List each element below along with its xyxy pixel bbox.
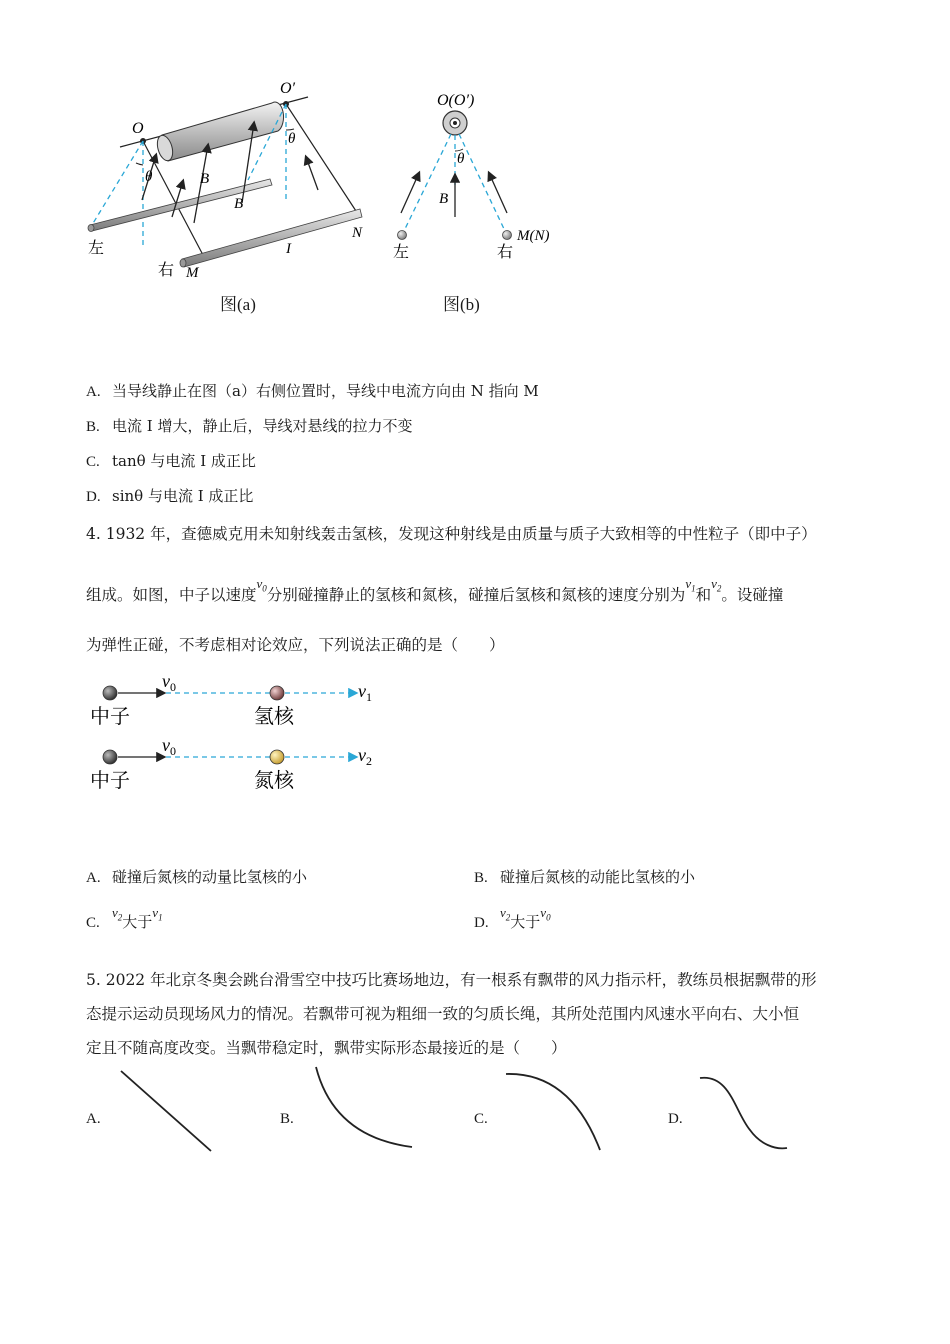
q4-v1 xyxy=(685,576,696,594)
label-b-b: B xyxy=(439,191,449,207)
label-left-a: 左 xyxy=(88,240,105,257)
q4-text-c: 。设碰撞 xyxy=(721,586,784,604)
v2-label: $v_2$ xyxy=(358,745,372,768)
label-o-prime: O′ xyxy=(280,80,296,97)
label-theta-a2: θ xyxy=(288,131,296,147)
var-v0: $v_0$ xyxy=(540,905,551,923)
var-v2: $v_2$ xyxy=(112,905,123,923)
option-key: B. xyxy=(86,419,100,435)
q4-option-d[interactable] xyxy=(474,905,551,938)
q5-curve-a xyxy=(115,1065,220,1157)
q4-option-a[interactable] xyxy=(86,867,307,888)
rod-mn xyxy=(180,209,362,267)
var-v: v xyxy=(711,576,717,591)
option-mid: 大于 xyxy=(510,913,541,931)
collision-diagram xyxy=(86,665,386,800)
option-key: A. xyxy=(86,1111,101,1127)
q4-text-a: 组成。如图，中子以速度 xyxy=(86,586,257,604)
q4-line-1: 4. 1932 年，查德威克用未知射线轰击氢核，发现这种射线是由质量与质子大致相等的中性粒子（即中子） xyxy=(86,525,817,543)
q4-line-3: 为弹性正碰，不考虑相对论效应，下列说法正确的是（ ） xyxy=(86,636,505,654)
option-key: C. xyxy=(86,454,100,470)
option-key: C. xyxy=(474,1111,488,1127)
var-v: v xyxy=(685,576,692,591)
q5-option-a[interactable] xyxy=(86,1108,112,1129)
q4-option-c[interactable] xyxy=(86,905,163,938)
q5-curve-c xyxy=(500,1068,610,1156)
var-v: v xyxy=(256,576,263,591)
option-text: 碰撞后氮核的动量比氢核的小 xyxy=(112,868,308,886)
q5-curve-d xyxy=(695,1072,795,1154)
cylinder xyxy=(155,102,284,162)
collision-svg xyxy=(86,665,386,800)
nitrogen-label: 氮核 xyxy=(254,770,294,792)
label-i: I xyxy=(286,241,291,257)
q4-option-b[interactable] xyxy=(474,867,695,888)
option-key: A. xyxy=(86,384,101,400)
label-right-b: 右 xyxy=(497,244,514,261)
label-left-b: 左 xyxy=(393,244,410,261)
q5-line-1: 5. 2022 年北京冬奥会跳台滑雪空中技巧比赛场地边，有一根系有飘带的风力指示杆，教练员根据飘带的形 xyxy=(86,971,817,989)
label-theta-a1: θ xyxy=(145,169,153,185)
option-text: 电流 I 增大，静止后，导线对悬线的拉力不变 xyxy=(112,417,413,435)
q3-option-a[interactable] xyxy=(86,381,539,402)
option-text: sinθ 与电流 I 成正比 xyxy=(112,487,254,505)
neutron-label-1: 中子 xyxy=(90,706,130,728)
label-right-a: 右 xyxy=(158,262,175,279)
sub: 2 xyxy=(716,583,722,594)
option-text: 当导线静止在图（a）右侧位置时，导线中电流方向由 N 指向 M xyxy=(112,382,539,400)
q5-line-3: 定且不随高度改变。当飘带稳定时，飘带实际形态最接近的是（ ） xyxy=(86,1039,567,1057)
option-key: C. xyxy=(86,915,100,931)
label-m: M xyxy=(186,265,199,281)
label-theta-b: θ xyxy=(457,151,465,167)
label-b2: B xyxy=(234,196,244,212)
option-key: A. xyxy=(86,870,101,886)
q3-option-c[interactable] xyxy=(86,451,256,472)
sub: 0 xyxy=(262,583,267,594)
figure-a-diagram xyxy=(80,75,380,320)
q5-option-d[interactable] xyxy=(668,1108,694,1129)
option-text: tanθ 与电流 I 成正比 xyxy=(112,452,256,470)
label-o: O xyxy=(132,120,144,137)
label-o-o-prime: O(O′) xyxy=(437,92,475,109)
option-key: D. xyxy=(474,915,489,931)
figure-a xyxy=(80,75,380,320)
label-n: N xyxy=(352,225,363,241)
q5-line-2: 态提示运动员现场风力的情况。若飘带可视为粗细一致的匀质长绳，其所处范围内风速水平向右、大小恒 xyxy=(86,1005,800,1023)
neutron-label-2: 中子 xyxy=(90,770,130,792)
q5-option-b[interactable] xyxy=(280,1108,306,1129)
caption-fig-a: 图(a) xyxy=(220,295,256,314)
v1-label: $v_1$ xyxy=(358,681,372,704)
hydrogen-label: 氢核 xyxy=(254,706,294,728)
option-key: D. xyxy=(668,1111,683,1127)
caption-fig-b: 图(b) xyxy=(443,295,480,314)
label-m-n: M(N) xyxy=(517,228,550,244)
option-text: 碰撞后氮核的动能比氢核的小 xyxy=(500,868,696,886)
q4-text-b: 分别碰撞静止的氢核和氮核，碰撞后氢核和氮核的速度分别为 xyxy=(266,586,686,604)
q4-line-2 xyxy=(86,576,784,606)
q5-option-c[interactable] xyxy=(474,1108,500,1129)
q3-option-d[interactable] xyxy=(86,486,253,507)
q4-v0 xyxy=(256,576,267,594)
option-mid: 大于 xyxy=(122,913,153,931)
option-key: D. xyxy=(86,489,101,505)
q5-curve-b xyxy=(310,1063,420,1155)
var-v1: $v_1$ xyxy=(152,905,163,923)
var-v2: $v_2$ xyxy=(500,905,511,923)
figure-b xyxy=(385,85,575,265)
sub: 1 xyxy=(691,583,696,594)
q4-and: 和 xyxy=(695,586,712,604)
option-key: B. xyxy=(474,870,488,886)
q4-v2 xyxy=(711,576,722,594)
figure-b-diagram xyxy=(385,85,575,265)
v0-label-1: $v_0$ xyxy=(162,671,176,694)
label-b1: B xyxy=(200,171,210,187)
v0-label-2: $v_0$ xyxy=(162,735,176,758)
option-key: B. xyxy=(280,1111,294,1127)
q3-option-b[interactable] xyxy=(86,416,412,437)
